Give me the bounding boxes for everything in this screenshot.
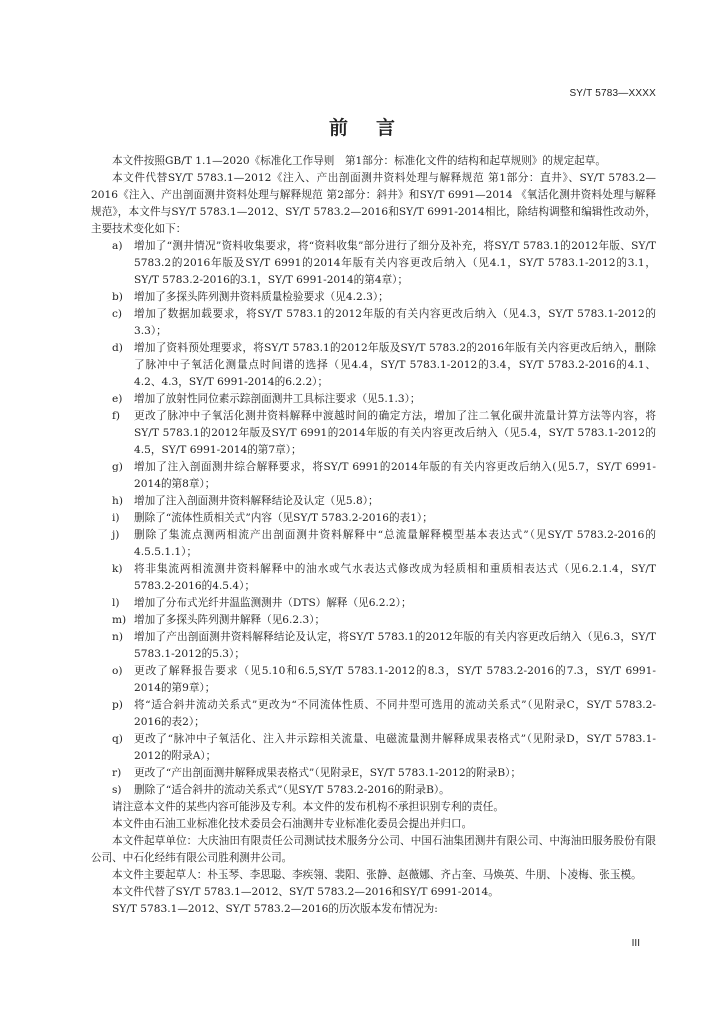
foreword-body (91, 153, 656, 918)
change-item (91, 663, 656, 697)
intro-paragraph: 本文件代替SY/T 5783.1—2012《注入、产出剖面测井资料处理与解释规范 第1部分：直井》、SY/T 5783.2—2016《注入、产出剖面测井资料处理与解释规范 第2部分：斜井》和SY/T 6991—2014 《氧活化测井资料处理与解释规范》，本文件与SY/T 5783.1—2012、SY/T 5783.2—2016和SY/T 6991-2014相比，除结构调整和编辑性改动外，主要技术变化如下： (91, 172, 656, 235)
change-item-marker: a) (112, 240, 123, 252)
change-item-text: 更改了脉冲中子氧活化测井资料解释中渡越时间的确定方法，增加了注二氧化碳井流量计算方法等内容，将SY/T 5783.1的2012年版及SY/T 6991的2014年版的有关内容更改后纳入（见5.4，SY/T 5783.1-2012的4.5，SY/T 6991-2014的第7章）； (134, 410, 656, 456)
change-item (91, 765, 656, 782)
change-item-text: 增加了产出剖面测井资料解释结论及认定，将SY/T 5783.1的2012年版的有关内容更改后纳入（见6.3，SY/T 5783.1-2012的5.3）； (134, 631, 656, 660)
change-item-marker: n) (112, 631, 123, 643)
change-item-text: 增加了注入剖面测井资料解释结论及认定（见5.8）； (134, 495, 379, 507)
drafters: 本文件主要起草人：朴玉琴、李思聪、李疾翎、裴阳、张静、赵薇娜、齐占奎、马焕英、牛朋、卜凌梅、张玉模。 (112, 869, 642, 881)
change-item-marker: g) (112, 461, 123, 473)
change-item (91, 731, 656, 765)
drafting-units: 本文件起草单位：大庆油田有限责任公司测试技术服务分公司、中国石油集团测井有限公司、中海油田服务股份有限公司、中石化经纬有限公司胜利测井公司。 (91, 835, 656, 864)
change-item-text: 增加了资料预处理要求，将SY/T 5783.1的2012年版及SY/T 5783.2的2016年版有关内容更改后纳入，删除了脉冲中子氧活化测量点时间谱的选择（见4.4，SY/T 5783.1-2012的3.4，SY/T 5783.2-2016的4.1、4.2、4.3，SY/T 6991-2014的6.2.2）； (134, 342, 656, 388)
change-item (91, 782, 656, 799)
change-item-text: 将“适合斜井流动关系式”更改为“不同流体性质、不同井型可选用的流动关系式”（见附录C，SY/T 5783.2-2016的表2）； (134, 699, 656, 728)
closing-section (91, 799, 656, 918)
change-item-marker: j) (112, 529, 120, 541)
change-item-marker: h) (112, 495, 123, 507)
change-item-text: 删除了“流体性质相关式”内容（见SY/T 5783.2-2016的表1）； (134, 512, 433, 524)
change-item-marker: b) (112, 291, 123, 303)
change-item (91, 306, 656, 340)
change-item-text: 增加了放射性同位素示踪剖面测井工具标注要求（见5.1.3）； (134, 393, 421, 405)
change-item-marker: p) (112, 699, 123, 711)
change-item-marker: q) (112, 733, 123, 745)
change-item-text: 增加了注入剖面测井综合解释要求，将SY/T 6991的2014年版的有关内容更改后纳入(见5.7，SY/T 6991-2014的第8章）； (134, 461, 656, 490)
change-item-text: 增加了“测井情况”资料收集要求，将“资料收集”部分进行了细分及补充，将SY/T 5783.1的2012年版、SY/T 5783.2的2016年版及SY/T 6991的2014年版有关内容更改后纳入（见4.1，SY/T 5783.1-2012的3.1，SY/T 5783.2-2016的3.1，SY/T 6991-2014的第4章）； (134, 240, 656, 286)
intro-paragraph: 本文件按照GB/T 1.1—2020《标准化工作导则 第1部分：标准化文件的结构和起草规则》的规定起草。 (112, 155, 606, 167)
change-item-text: 删除了“适合斜井的流动关系式”（见SY/T 5783.2-2016的附录B）。 (134, 784, 450, 796)
change-item (91, 238, 656, 289)
change-item-marker: o) (112, 665, 123, 677)
change-item-marker: r) (112, 767, 122, 779)
change-item-marker: e) (112, 393, 123, 405)
change-item-text: 增加了数据加载要求，将SY/T 5783.1的2012年版的有关内容更改后纳入（见4.3，SY/T 5783.1-2012的3.3）； (134, 308, 656, 337)
change-item-marker: f) (112, 410, 121, 422)
change-item (91, 510, 656, 527)
replacement-statement: 本文件代替了SY/T 5783.1—2012、SY/T 5783.2—2016和SY/T 6991-2014。 (112, 886, 499, 898)
page-title: 前言 (328, 117, 423, 139)
change-item (91, 561, 656, 595)
change-item-marker: k) (112, 563, 123, 575)
change-item-marker: l) (112, 597, 120, 609)
change-item-marker: d) (112, 342, 123, 354)
change-item (91, 391, 656, 408)
change-item-marker: i) (112, 512, 120, 524)
patent-notice: 请注意本文件的某些内容可能涉及专利。本文件的发布机构不承担识别专利的责任。 (112, 801, 504, 813)
version-history-intro: SY/T 5783.1—2012、SY/T 5783.2—2016的历次版本发布情况为: (112, 903, 438, 915)
technical-changes-list (91, 238, 656, 799)
change-item-text: 将非集流两相流测井资料解释中的油水或气水表达式修改成为轻质相和重质相表达式（见6.2.1.4，SY/T 5783.2-2016的4.5.4）； (134, 563, 656, 592)
change-item-text: 更改了解释报告要求（见5.10和6.5,SY/T 5783.1-2012的8.3，SY/T 5783.2-2016的7.3，SY/T 6991-2014的第9章）； (134, 665, 656, 694)
change-item (91, 527, 656, 561)
change-item (91, 459, 656, 493)
proposer-statement: 本文件由石油工业标准化技术委员会石油测井专业标准化委员会提出并归口。 (112, 818, 473, 830)
change-item (91, 493, 656, 510)
change-item (91, 595, 656, 612)
change-item-marker: s) (112, 784, 122, 796)
change-item-text: 更改了“产出剖面测井解释成果表格式”（见附录E，SY/T 5783.1-2012的附录B）； (134, 767, 522, 779)
document-code-header: SY/T 5783—XXXX (569, 88, 656, 99)
change-item (91, 612, 656, 629)
change-item-text: 更改了“脉冲中子氧活化、注入井示踪相关流量、电磁流量测井解释成果表格式”（见附录D，SY/T 5783.1-2012的附录A）； (134, 733, 656, 762)
change-item-text: 增加了分布式光纤井温监测测井（DTS）解释（见6.2.2）； (134, 597, 412, 609)
change-item (91, 697, 656, 731)
change-item-text: 增加了多探头阵列测井资料质量检验要求（见4.2.3）； (134, 291, 389, 303)
change-item (91, 408, 656, 459)
change-item-marker: c) (112, 308, 123, 320)
change-item (91, 340, 656, 391)
change-item-text: 删除了集流点测两相流产出剖面测井资料解释中“总流量解释模型基本表达式”（见SY/T 5783.2-2016的4.5.5.1.1）； (134, 529, 656, 558)
page-number: III (631, 938, 640, 949)
change-item (91, 289, 656, 306)
change-item-marker: m) (112, 614, 127, 626)
change-item (91, 629, 656, 663)
change-item-text: 增加了多探头阵列测井解释（见6.2.3）； (134, 614, 326, 626)
